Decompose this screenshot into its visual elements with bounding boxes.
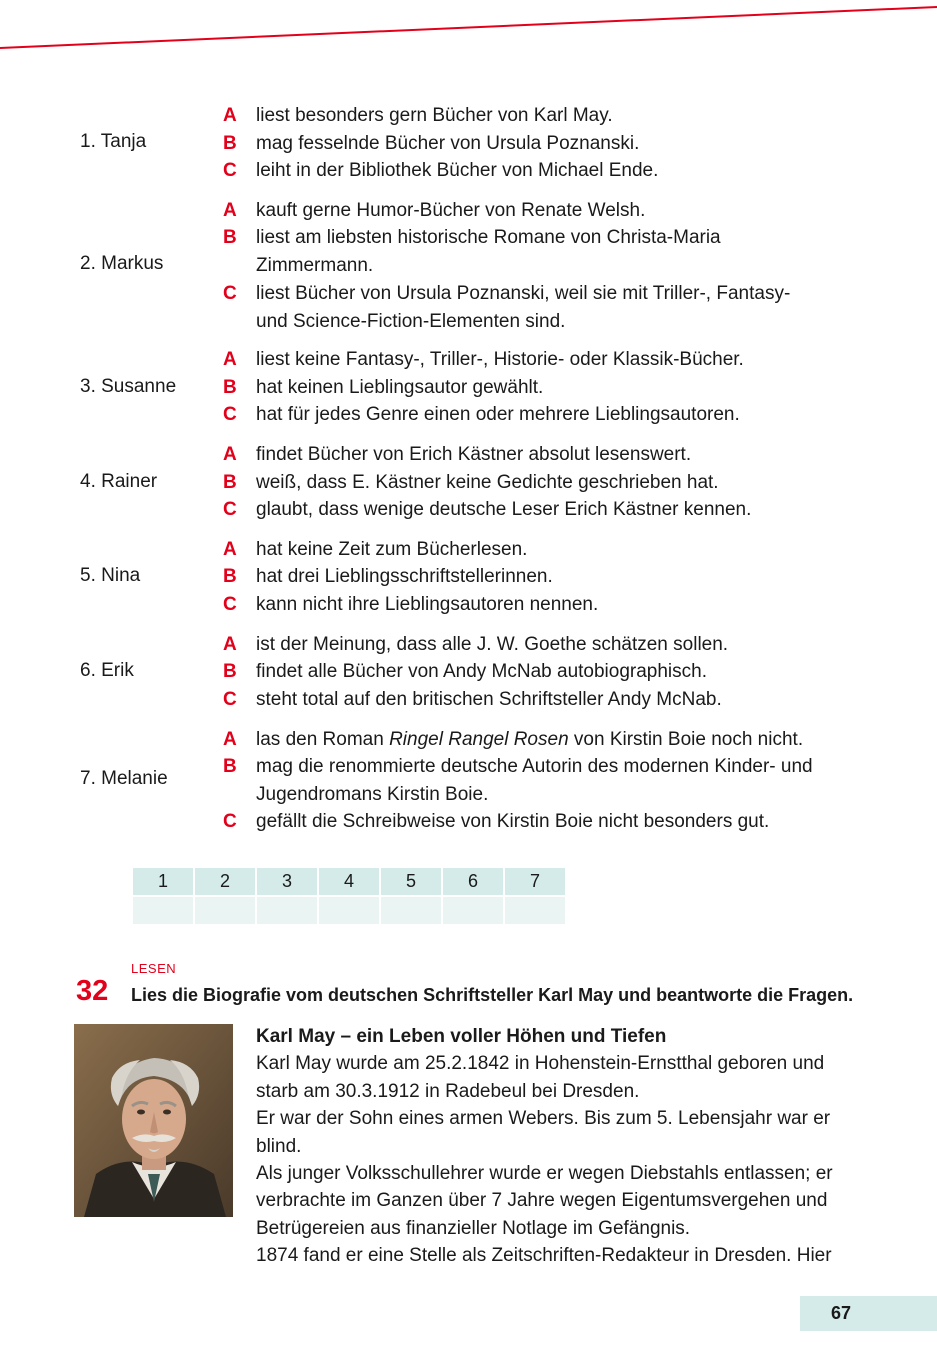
biography — [256, 1023, 856, 1270]
option-a[interactable]: A ist der Meinung, dass alle J. W. Goethe schätzen sollen. — [223, 634, 729, 655]
option-b[interactable]: B weiß, dass E. Kästner keine Gedichte geschrieben hat. — [223, 472, 719, 493]
bio-paragraph: 1874 fand er eine Stelle als Zeitschriften-Redakteur in Dresden. Hier — [256, 1245, 832, 1267]
question-name: 3. Susanne — [80, 376, 177, 397]
answer-cell[interactable] — [319, 897, 379, 924]
biography-title: Karl May – ein Leben voller Höhen und Tiefen — [256, 1026, 667, 1047]
bio-paragraph: Karl May wurde am 25.2.1842 in Hohenstein-Ernstthal geboren und starb am 30.3.1912 in Radebeul bei Dresden. — [256, 1053, 825, 1102]
option-c[interactable]: C gefällt die Schreibweise von Kirstin Boie nicht besonders gut. — [223, 811, 770, 832]
option-a[interactable]: A liest besonders gern Bücher von Karl May. — [223, 105, 613, 126]
answer-header: 2 — [195, 868, 255, 895]
task-instruction: Lies die Biografie vom deutschen Schriftsteller Karl May und beantworte die Fragen. — [131, 985, 854, 1005]
option-b[interactable]: B mag die renommierte deutsche Autorin des modernen Kinder- und Jugendromans Kirstin Boie. — [223, 756, 813, 805]
option-c[interactable]: C kann nicht ihre Lieblingsautoren nennen. — [223, 594, 599, 615]
answer-cell[interactable] — [195, 897, 255, 924]
option-b[interactable]: B hat drei Lieblingsschriftstellerinnen. — [223, 566, 553, 587]
answer-header: 3 — [257, 868, 317, 895]
answer-cell[interactable] — [443, 897, 503, 924]
page-number-box — [800, 1296, 937, 1331]
answer-header: 5 — [381, 868, 441, 895]
page-number: 67 — [830, 1303, 852, 1323]
option-c[interactable]: C hat für jedes Genre einen oder mehrere Lieblingsautoren. — [223, 404, 740, 425]
option-c[interactable]: C steht total auf den britischen Schriftsteller Andy McNab. — [223, 689, 722, 710]
option-a[interactable]: A liest keine Fantasy-, Triller-, Historie- oder Klassik-Bücher. — [223, 349, 744, 370]
book-title: Ringel Rangel Rosen — [389, 729, 569, 750]
option-a[interactable]: A findet Bücher von Erich Kästner absolut lesenswert. — [223, 444, 692, 465]
answer-cell[interactable] — [257, 897, 317, 924]
answer-header: 6 — [443, 868, 503, 895]
option-b[interactable]: B hat keinen Lieblingsautor gewählt. — [223, 377, 544, 398]
header-rule — [0, 0, 937, 60]
question-name: 1. Tanja — [80, 131, 147, 152]
option-c[interactable]: C liest Bücher von Ursula Poznanski, weil sie mit Triller-, Fantasy- und Science-Fiction-Elementen sind. — [223, 283, 791, 332]
answer-cell[interactable] — [505, 897, 565, 924]
option-b[interactable]: B mag fesselnde Bücher von Ursula Poznanski. — [223, 133, 640, 154]
option-a[interactable]: A hat keine Zeit zum Bücherlesen. — [223, 539, 528, 560]
option-a[interactable]: A las den Roman Ringel Rangel Rosen von Kirstin Boie noch nicht. — [223, 729, 804, 750]
answer-grid — [133, 868, 565, 924]
question-name: 5. Nina — [80, 565, 141, 586]
answer-header: 1 — [133, 868, 193, 895]
task-number: 32 — [76, 975, 109, 1007]
option-c[interactable]: C glaubt, dass wenige deutsche Leser Erich Kästner kennen. — [223, 499, 752, 520]
answer-header: 7 — [505, 868, 565, 895]
answer-header: 4 — [319, 868, 379, 895]
question-name: 6. Erik — [80, 660, 134, 681]
answer-cell[interactable] — [381, 897, 441, 924]
karl-may-portrait — [74, 1024, 233, 1217]
question-name: 2. Markus — [80, 253, 164, 274]
option-a[interactable]: A kauft gerne Humor-Bücher von Renate Welsh. — [223, 200, 646, 221]
question-name: 7. Melanie — [80, 768, 168, 789]
bio-paragraph: Er war der Sohn eines armen Webers. Bis zum 5. Lebensjahr war er blind. — [256, 1108, 831, 1157]
option-c[interactable]: C leiht in der Bibliothek Bücher von Michael Ende. — [223, 160, 659, 181]
question-name: 4. Rainer — [80, 471, 158, 492]
bio-paragraph: Als junger Volksschullehrer wurde er wegen Diebstahls entlassen; er verbrachte im Ganzen über 7 Jahre wegen Eigentumsvergehen und Betrügereien aus finanzieller Notlage im Gefängnis. — [256, 1163, 833, 1239]
answer-cell[interactable] — [133, 897, 193, 924]
option-b[interactable]: B findet alle Bücher von Andy McNab autobiographisch. — [223, 661, 707, 682]
section-label: LESEN — [131, 961, 177, 976]
option-b[interactable]: B liest am liebsten historische Romane von Christa-Maria Zimmermann. — [223, 227, 721, 276]
